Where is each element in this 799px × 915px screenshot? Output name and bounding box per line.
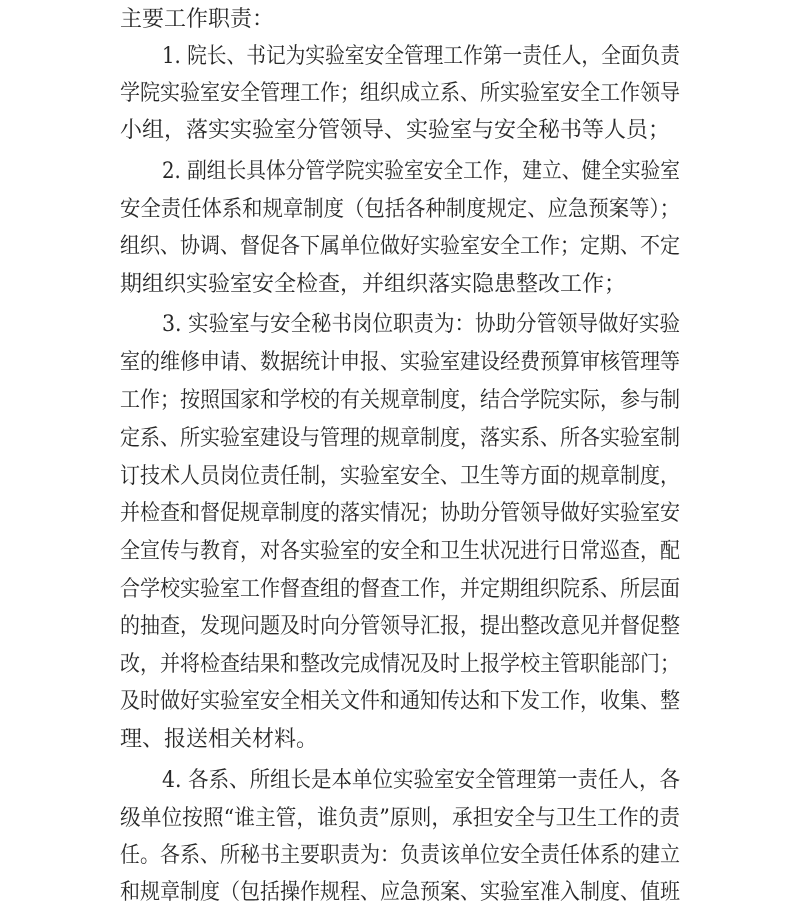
text: 组织、协调、督促各下属单位做好实验室安全工作；定期、不定 [120, 234, 681, 259]
text: 理、报送相关材料。 [120, 727, 319, 752]
text: 2. 副组长具体分管学院实验室安全工作，建立、健全实验室 [162, 159, 681, 184]
text: 和规章制度（包括操作规程、应急预案、实验室准入制度、值班 [120, 880, 681, 905]
text: 安全责任体系和规章制度（包括各种制度规定、应急预案等）； [120, 197, 681, 222]
text: 订技术人员岗位责任制，实验室安全、卫生等方面的规章制度， [120, 464, 681, 489]
text: 学院实验室安全管理工作；组织成立系、所实验室安全工作领导 [120, 81, 681, 106]
text-line [0, 111, 799, 151]
text: 室的维修申请、数据统计申报、实验室建设经费预算审核管理等 [120, 350, 681, 375]
text: 期组织实验室安全检查，并组织落实隐患整改工作； [120, 272, 627, 297]
text-line [0, 799, 799, 839]
text: 的抽查，发现问题及时向分管领导汇报，提出整改意见并督促整 [120, 614, 681, 639]
text-line-item-1 [0, 37, 799, 77]
text: 全宣传与教育，对各实验室的安全和卫生状况进行日常巡查，配 [120, 539, 681, 564]
text-line [0, 645, 799, 685]
text-line-item-2 [0, 152, 799, 192]
text-line-item-4 [0, 761, 799, 801]
text: 改，并将检查结果和整改完成情况及时上报学校主管职能部门； [120, 652, 681, 677]
text-line [0, 873, 799, 913]
text-line [0, 419, 799, 459]
text: 3. 实验室与安全秘书岗位职责为：协助分管领导做好实验 [162, 312, 681, 337]
text-line [0, 607, 799, 647]
text-line [0, 532, 799, 572]
text-line [0, 265, 799, 305]
text: 主要工作职责： [120, 7, 275, 32]
text-line [0, 190, 799, 230]
text-line [0, 494, 799, 534]
text-line [0, 682, 799, 722]
text-line-heading [0, 0, 799, 40]
text-line [0, 381, 799, 421]
text-line [0, 457, 799, 497]
text-line [0, 570, 799, 610]
text: 定系、所实验室建设与管理的规章制度，落实系、所各实验室制 [120, 426, 681, 451]
text: 工作；按照国家和学校的有关规章制度，结合学院实际，参与制 [120, 388, 681, 413]
text: 小组，落实实验室分管领导、实验室与安全秘书等人员； [120, 118, 671, 143]
text: 及时做好实验室安全相关文件和通知传达和下发工作，收集、整 [120, 689, 681, 714]
text-line [0, 227, 799, 267]
text-line [0, 720, 799, 760]
text-line [0, 836, 799, 876]
text: 任。各系、所秘书主要职责为：负责该单位安全责任体系的建立 [120, 843, 681, 868]
text-line [0, 343, 799, 383]
text: 1. 院长、书记为实验室安全管理工作第一责任人，全面负责 [162, 44, 681, 69]
text-line [0, 74, 799, 114]
text: 合学校实验室工作督查组的督查工作，并定期组织院系、所层面 [120, 577, 681, 602]
text-line-item-3 [0, 305, 799, 345]
text: 级单位按照“谁主管，谁负责”原则，承担安全与卫生工作的责 [120, 806, 681, 831]
text: 4. 各系、所组长是本单位实验室安全管理第一责任人，各 [162, 768, 681, 793]
text: 并检查和督促规章制度的落实情况；协助分管领导做好实验室安 [120, 501, 681, 526]
